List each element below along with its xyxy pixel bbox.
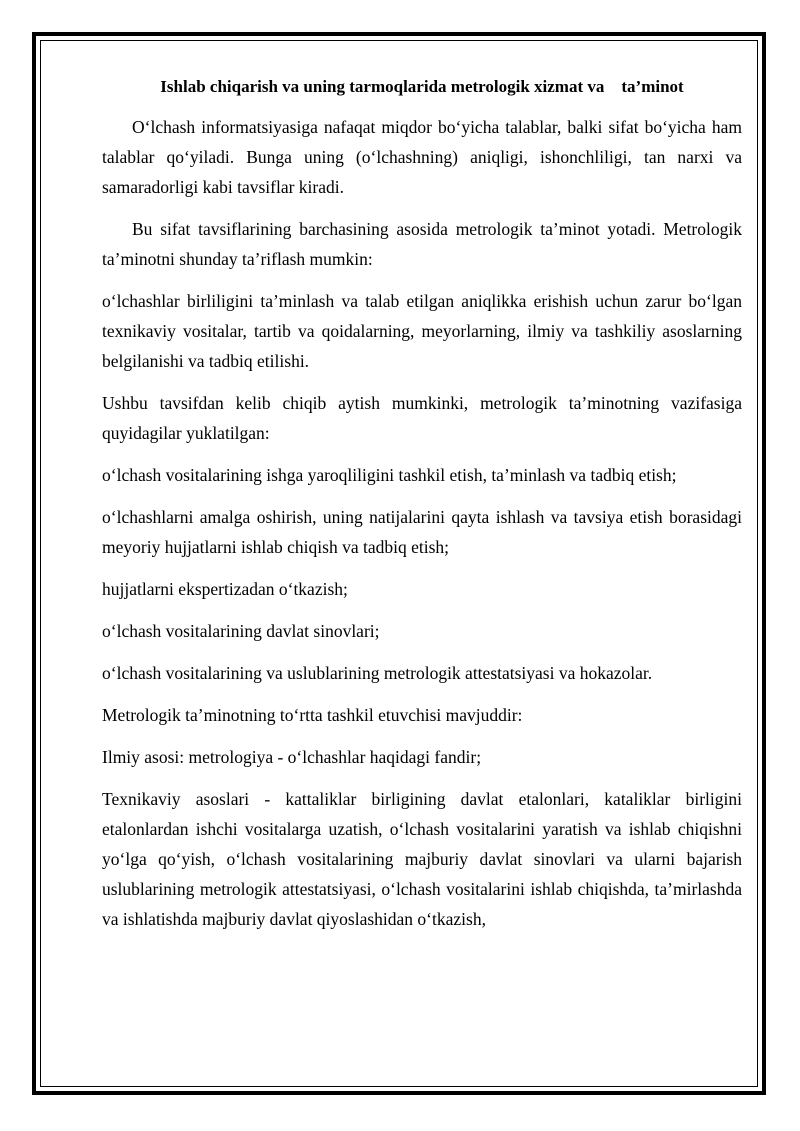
paragraph-scientific-basis: Ilmiy asosi: metrologiya - o‘lchashlar haqidagi fandir; — [102, 747, 482, 767]
document-title: Ishlab chiqarish va uning tarmoqlarida metrologik xizmat va ta’minot — [160, 77, 684, 96]
list-item-task-2: o‘lchashlarni amalga oshirish, uning natijalarini qayta ishlash va tavsiya etish borasidagi meyoriy hujjatlarni ishlab chiqish va tadbiq etish; — [102, 507, 742, 557]
list-item-task-5: o‘lchash vositalarining va uslublarining metrologik attestatsiyasi va hokazolar. — [102, 663, 653, 683]
list-item-task-4: o‘lchash vositalarining davlat sinovlari; — [102, 621, 380, 641]
document-body — [102, 72, 742, 1062]
paragraph-technical-basis: Texnikaviy asoslari - kattaliklar birligining davlat etalonlari, kataliklar birligini etalonlardan ishchi vositalarga uzatish, o‘lchash vositalarini yaratish va ishlab chiqishni yo‘lga qo‘yish, o‘lchash vositalarining majburiy davlat sinovlari va ularni bajarish uslublarining metrologik attestatsiyasi, o‘lchash vositalarini ishlab chiqishda, ta’mirlashda va ishlatishda majburiy davlat qiyoslashidan o‘tkazish, — [102, 789, 742, 929]
list-item-task-3: hujjatlarni ekspertizadan o‘tkazish; — [102, 579, 348, 599]
paragraph-definition-lead: Bu sifat tavsiflarining barchasining asosida metrologik ta’minot yotadi. Metrologik ta’minotni shunday ta’riflash mumkin: — [102, 219, 742, 269]
paragraph-tasks-lead: Ushbu tavsifdan kelib chiqib aytish mumkinki, metrologik ta’minotning vazifasiga quyidagilar yuklatilgan: — [102, 393, 742, 443]
paragraph-components-lead: Metrologik ta’minotning to‘rtta tashkil etuvchisi mavjuddir: — [102, 705, 523, 725]
paragraph-definition: o‘lchashlar birliligini ta’minlash va talab etilgan aniqlikka erishish uchun zarur bo‘lgan texnikaviy vositalar, tartib va qoidalarning, meyorlarning, ilmiy va tashkiliy asoslarning belgilanishi va tadbiq etilishi. — [102, 291, 742, 371]
list-item-task-1: o‘lchash vositalarining ishga yaroqliligini tashkil etish, ta’minlash va tadbiq etish; — [102, 465, 677, 485]
paragraph-intro: O‘lchash informatsiyasiga nafaqat miqdor bo‘yicha talablar, balki sifat bo‘yicha ham talablar qo‘yiladi. Bunga uning (o‘lchashning) aniqligi, ishonchliligi, tan narxi va samaradorligi kabi tavsiflar kiradi. — [102, 117, 742, 197]
